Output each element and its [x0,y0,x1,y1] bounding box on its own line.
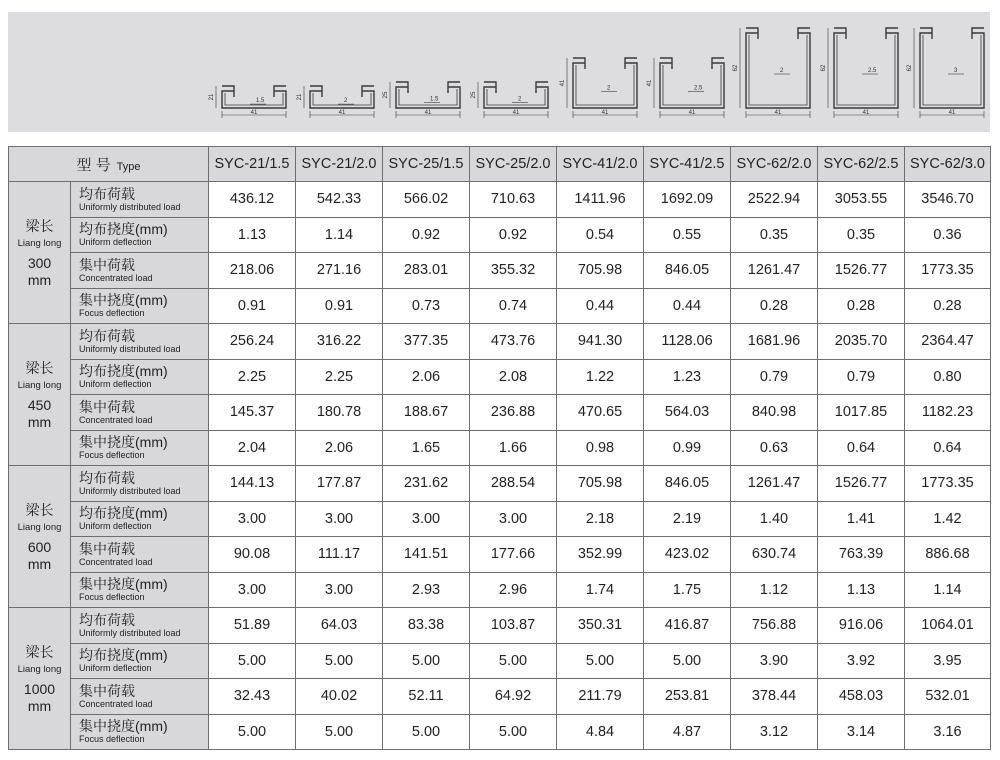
value-cell: 352.99 [557,537,644,573]
load-table [8,146,991,750]
value-cell: 846.05 [644,253,731,289]
value-cell: 1.40 [731,501,818,537]
value-cell: 283.01 [383,253,470,289]
value-cell: 1411.96 [557,182,644,218]
value-cell: 436.12 [209,182,296,218]
value-cell: 0.92 [383,217,470,253]
row-label [71,217,209,253]
value-cell: 0.91 [209,288,296,324]
value-cell: 756.88 [731,608,818,644]
value-cell: 1773.35 [905,253,991,289]
value-cell: 64.92 [470,679,557,715]
row-label [71,430,209,466]
height-dimension-label: 25 [471,91,477,99]
beam-length-value: 300 [27,255,52,271]
height-dimension-label: 25 [383,91,389,99]
value-cell: 1.12 [731,572,818,608]
table-row [9,324,991,360]
value-cell: 3.00 [296,501,383,537]
profile-diagram-panel [8,12,990,132]
value-cell: 5.00 [470,643,557,679]
width-dimension-label: 41 [250,110,258,116]
row-label-en: Focus deflection [79,308,145,319]
beam-length-value: 600 [27,539,52,555]
beam-length-cn: 梁长 [25,644,54,660]
value-cell: 2.18 [557,501,644,537]
value-cell: 103.87 [470,608,557,644]
table-row [9,572,991,608]
value-cell: 1064.01 [905,608,991,644]
value-cell: 5.00 [209,643,296,679]
row-label-en: Uniformly distributed load [79,485,181,496]
value-cell: 1.22 [557,359,644,395]
row-label-en: Focus deflection [79,592,145,603]
channel-inner-wall [923,35,981,105]
channel-profile [834,28,898,108]
value-cell: 630.74 [731,537,818,573]
thickness-label: 3 [954,68,958,74]
value-cell: 2364.47 [905,324,991,360]
table-row [9,537,991,573]
value-cell: 40.02 [296,679,383,715]
value-cell: 5.00 [296,714,383,750]
table-row [9,359,991,395]
value-cell: 2.06 [383,359,470,395]
value-cell: 253.81 [644,679,731,715]
value-cell: 3.00 [296,572,383,608]
value-cell: 0.91 [296,288,383,324]
value-cell: 188.67 [383,395,470,431]
value-cell: 5.00 [383,714,470,750]
value-cell: 916.06 [818,608,905,644]
value-cell: 111.17 [296,537,383,573]
height-dimension-label: 62 [821,64,827,72]
thickness-label: 2 [607,85,611,92]
height-dimension-label: 62 [907,64,913,72]
value-cell: 177.66 [470,537,557,573]
beam-length-cn: 梁长 [25,218,54,234]
value-cell: 1261.47 [731,253,818,289]
row-label-en: Concentrated load [79,556,153,567]
channel-profile [746,28,810,108]
value-cell: 3.92 [818,643,905,679]
beam-length-en: Liang long [17,522,62,533]
value-cell: 52.11 [383,679,470,715]
table-row [9,466,991,502]
row-label-cn: 均布挠度(mm) [79,363,168,380]
row-label [71,324,209,360]
row-label-en: Concentrated load [79,272,153,283]
value-cell: 316.22 [296,324,383,360]
row-label [71,253,209,289]
value-cell: 377.35 [383,324,470,360]
row-label-en: Uniformly distributed load [79,343,181,354]
beam-length-unit: mm [27,556,52,572]
table-row [9,608,991,644]
value-cell: 144.13 [209,466,296,502]
table-row [9,643,991,679]
type-header-cn: 型 号 [76,156,111,174]
value-cell: 705.98 [557,253,644,289]
value-cell: 211.79 [557,679,644,715]
value-cell: 256.24 [209,324,296,360]
value-cell: 1.23 [644,359,731,395]
model-header: SYC-21/2.0 [296,147,383,182]
value-cell: 0.35 [818,217,905,253]
beam-length-unit: mm [27,414,52,430]
model-header: SYC-21/1.5 [209,147,296,182]
model-header: SYC-62/2.0 [731,147,818,182]
width-dimension-label: 41 [774,110,782,116]
model-header: SYC-62/3.0 [905,147,991,182]
value-cell: 141.51 [383,537,470,573]
row-label-en: Uniform deflection [79,379,152,390]
value-cell: 1128.06 [644,324,731,360]
table-row [9,253,991,289]
row-label-en: Uniform deflection [79,237,152,248]
value-cell: 32.43 [209,679,296,715]
channel-profile [484,82,548,108]
model-header: SYC-62/2.5 [818,147,905,182]
value-cell: 1681.96 [731,324,818,360]
value-cell: 5.00 [296,643,383,679]
height-dimension-label: 21 [209,93,215,101]
value-cell: 1.14 [296,217,383,253]
table-row [9,501,991,537]
row-label-cn: 集中荷载 [79,398,135,415]
channel-profile [573,58,637,108]
row-label-en: Concentrated load [79,698,153,709]
value-cell: 2.25 [209,359,296,395]
width-dimension-label: 41 [948,110,956,116]
value-cell: 1.75 [644,572,731,608]
row-label-cn: 均布荷载 [79,327,135,344]
value-cell: 4.84 [557,714,644,750]
thickness-label: 1.5 [430,96,439,103]
value-cell: 1.13 [209,217,296,253]
value-cell: 0.54 [557,217,644,253]
channel-inner-wall [749,35,807,105]
channel-inner-wall [837,35,895,105]
beam-length-en: Liang long [17,238,62,249]
table-row [9,217,991,253]
value-cell: 2.96 [470,572,557,608]
row-label-cn: 集中荷载 [79,682,135,699]
value-cell: 1.41 [818,501,905,537]
value-cell: 0.64 [818,430,905,466]
table-row [9,182,991,218]
width-dimension-label: 41 [338,110,346,116]
width-dimension-label: 41 [424,110,432,116]
row-label-cn: 集中挠度(mm) [79,718,168,735]
beam-length-unit: mm [27,698,52,714]
row-label [71,395,209,431]
row-label-en: Concentrated load [79,414,153,425]
value-cell: 5.00 [383,643,470,679]
value-cell: 542.33 [296,182,383,218]
table-row [9,395,991,431]
row-label-en: Uniform deflection [79,663,152,674]
row-label [71,501,209,537]
width-dimension-label: 41 [862,110,870,116]
row-label [71,679,209,715]
table-row [9,679,991,715]
beam-length-value: 450 [27,397,52,413]
value-cell: 5.00 [644,643,731,679]
value-cell: 0.80 [905,359,991,395]
row-label-cn: 均布挠度(mm) [79,647,168,664]
value-cell: 2.08 [470,359,557,395]
channel-inner-wall [576,65,634,105]
model-header: SYC-25/2.0 [470,147,557,182]
value-cell: 378.44 [731,679,818,715]
value-cell: 177.87 [296,466,383,502]
value-cell: 1261.47 [731,466,818,502]
value-cell: 0.79 [731,359,818,395]
type-header-en: Type [116,160,141,173]
beam-length-cell [9,324,71,466]
value-cell: 566.02 [383,182,470,218]
value-cell: 350.31 [557,608,644,644]
type-header [9,147,209,182]
height-dimension-label: 41 [647,79,653,87]
value-cell: 180.78 [296,395,383,431]
thickness-label: 2 [780,68,784,74]
row-label-cn: 均布荷载 [79,469,135,486]
value-cell: 1.74 [557,572,644,608]
value-cell: 2.93 [383,572,470,608]
width-dimension-label: 41 [601,110,609,116]
value-cell: 90.08 [209,537,296,573]
row-label-cn: 均布荷载 [79,185,135,202]
value-cell: 3053.55 [818,182,905,218]
thickness-label: 2.5 [694,85,703,92]
value-cell: 0.74 [470,288,557,324]
value-cell: 0.44 [557,288,644,324]
value-cell: 0.99 [644,430,731,466]
value-cell: 236.88 [470,395,557,431]
value-cell: 840.98 [731,395,818,431]
row-label-en: Focus deflection [79,450,145,461]
value-cell: 2.04 [209,430,296,466]
thickness-label: 1.5 [256,98,265,105]
row-label-en: Focus deflection [79,734,145,745]
height-dimension-label: 41 [560,79,566,87]
value-cell: 0.35 [731,217,818,253]
value-cell: 3.12 [731,714,818,750]
value-cell: 5.00 [209,714,296,750]
value-cell: 5.00 [470,714,557,750]
value-cell: 3.14 [818,714,905,750]
value-cell: 0.73 [383,288,470,324]
row-label-cn: 均布挠度(mm) [79,221,168,238]
value-cell: 145.37 [209,395,296,431]
value-cell: 0.55 [644,217,731,253]
channel-profile [920,28,984,108]
row-label [71,288,209,324]
value-cell: 0.64 [905,430,991,466]
value-cell: 1182.23 [905,395,991,431]
row-label [71,643,209,679]
profile-diagrams [8,12,990,132]
beam-length-cell [9,608,71,750]
row-label [71,182,209,218]
model-header: SYC-25/1.5 [383,147,470,182]
value-cell: 3.95 [905,643,991,679]
value-cell: 5.00 [557,643,644,679]
value-cell: 218.06 [209,253,296,289]
value-cell: 231.62 [383,466,470,502]
value-cell: 51.89 [209,608,296,644]
row-label-cn: 集中挠度(mm) [79,434,168,451]
value-cell: 416.87 [644,608,731,644]
channel-inner-wall [663,65,721,105]
value-cell: 1.42 [905,501,991,537]
value-cell: 1526.77 [818,253,905,289]
model-header: SYC-41/2.5 [644,147,731,182]
value-cell: 2522.94 [731,182,818,218]
row-label [71,466,209,502]
value-cell: 470.65 [557,395,644,431]
row-label-cn: 集中挠度(mm) [79,292,168,309]
row-label-cn: 集中荷载 [79,540,135,557]
beam-length-value: 1000 [23,681,56,697]
beam-length-cn: 梁长 [25,360,54,376]
row-label-en: Uniform deflection [79,521,152,532]
value-cell: 1526.77 [818,466,905,502]
row-label [71,359,209,395]
value-cell: 4.87 [644,714,731,750]
width-dimension-label: 41 [688,110,696,116]
row-label-cn: 集中荷载 [79,256,135,273]
height-dimension-label: 21 [297,93,303,101]
row-label-cn: 集中挠度(mm) [79,576,168,593]
value-cell: 271.16 [296,253,383,289]
thickness-label: 2.5 [868,68,877,74]
beam-length-cell [9,466,71,608]
value-cell: 2.06 [296,430,383,466]
height-dimension-label: 62 [733,64,739,72]
value-cell: 0.98 [557,430,644,466]
value-cell: 1692.09 [644,182,731,218]
value-cell: 0.28 [731,288,818,324]
value-cell: 0.44 [644,288,731,324]
row-label [71,608,209,644]
beam-length-cn: 梁长 [25,502,54,518]
value-cell: 2.25 [296,359,383,395]
header-row [9,147,991,182]
value-cell: 3.00 [383,501,470,537]
value-cell: 3.00 [470,501,557,537]
value-cell: 1017.85 [818,395,905,431]
table-row [9,714,991,750]
value-cell: 846.05 [644,466,731,502]
value-cell: 532.01 [905,679,991,715]
row-label-cn: 均布挠度(mm) [79,505,168,522]
row-label [71,714,209,750]
row-label-cn: 均布荷载 [79,611,135,628]
value-cell: 0.63 [731,430,818,466]
value-cell: 458.03 [818,679,905,715]
row-label-en: Uniformly distributed load [79,627,181,638]
table-row [9,288,991,324]
value-cell: 763.39 [818,537,905,573]
value-cell: 423.02 [644,537,731,573]
channel-profile [660,58,724,108]
value-cell: 2.19 [644,501,731,537]
value-cell: 710.63 [470,182,557,218]
value-cell: 941.30 [557,324,644,360]
thickness-label: 2 [344,98,348,105]
channel-profile [396,82,460,108]
beam-length-en: Liang long [17,380,62,391]
value-cell: 0.28 [818,288,905,324]
value-cell: 83.38 [383,608,470,644]
table-row [9,430,991,466]
beam-length-unit: mm [27,272,52,288]
value-cell: 1.65 [383,430,470,466]
thickness-label: 2 [518,96,522,103]
value-cell: 3.00 [209,572,296,608]
value-cell: 3.90 [731,643,818,679]
value-cell: 1773.35 [905,466,991,502]
row-label-en: Uniformly distributed load [79,201,181,212]
value-cell: 0.36 [905,217,991,253]
value-cell: 0.79 [818,359,905,395]
value-cell: 705.98 [557,466,644,502]
value-cell: 473.76 [470,324,557,360]
model-header: SYC-41/2.0 [557,147,644,182]
value-cell: 2035.70 [818,324,905,360]
beam-length-cell [9,182,71,324]
value-cell: 886.68 [905,537,991,573]
value-cell: 288.54 [470,466,557,502]
value-cell: 564.03 [644,395,731,431]
value-cell: 64.03 [296,608,383,644]
value-cell: 0.92 [470,217,557,253]
value-cell: 3546.70 [905,182,991,218]
row-label [71,572,209,608]
width-dimension-label: 41 [512,110,520,116]
beam-length-en: Liang long [17,664,62,675]
value-cell: 355.32 [470,253,557,289]
value-cell: 3.16 [905,714,991,750]
value-cell: 1.66 [470,430,557,466]
row-label [71,537,209,573]
value-cell: 0.28 [905,288,991,324]
value-cell: 1.13 [818,572,905,608]
value-cell: 1.14 [905,572,991,608]
value-cell: 3.00 [209,501,296,537]
